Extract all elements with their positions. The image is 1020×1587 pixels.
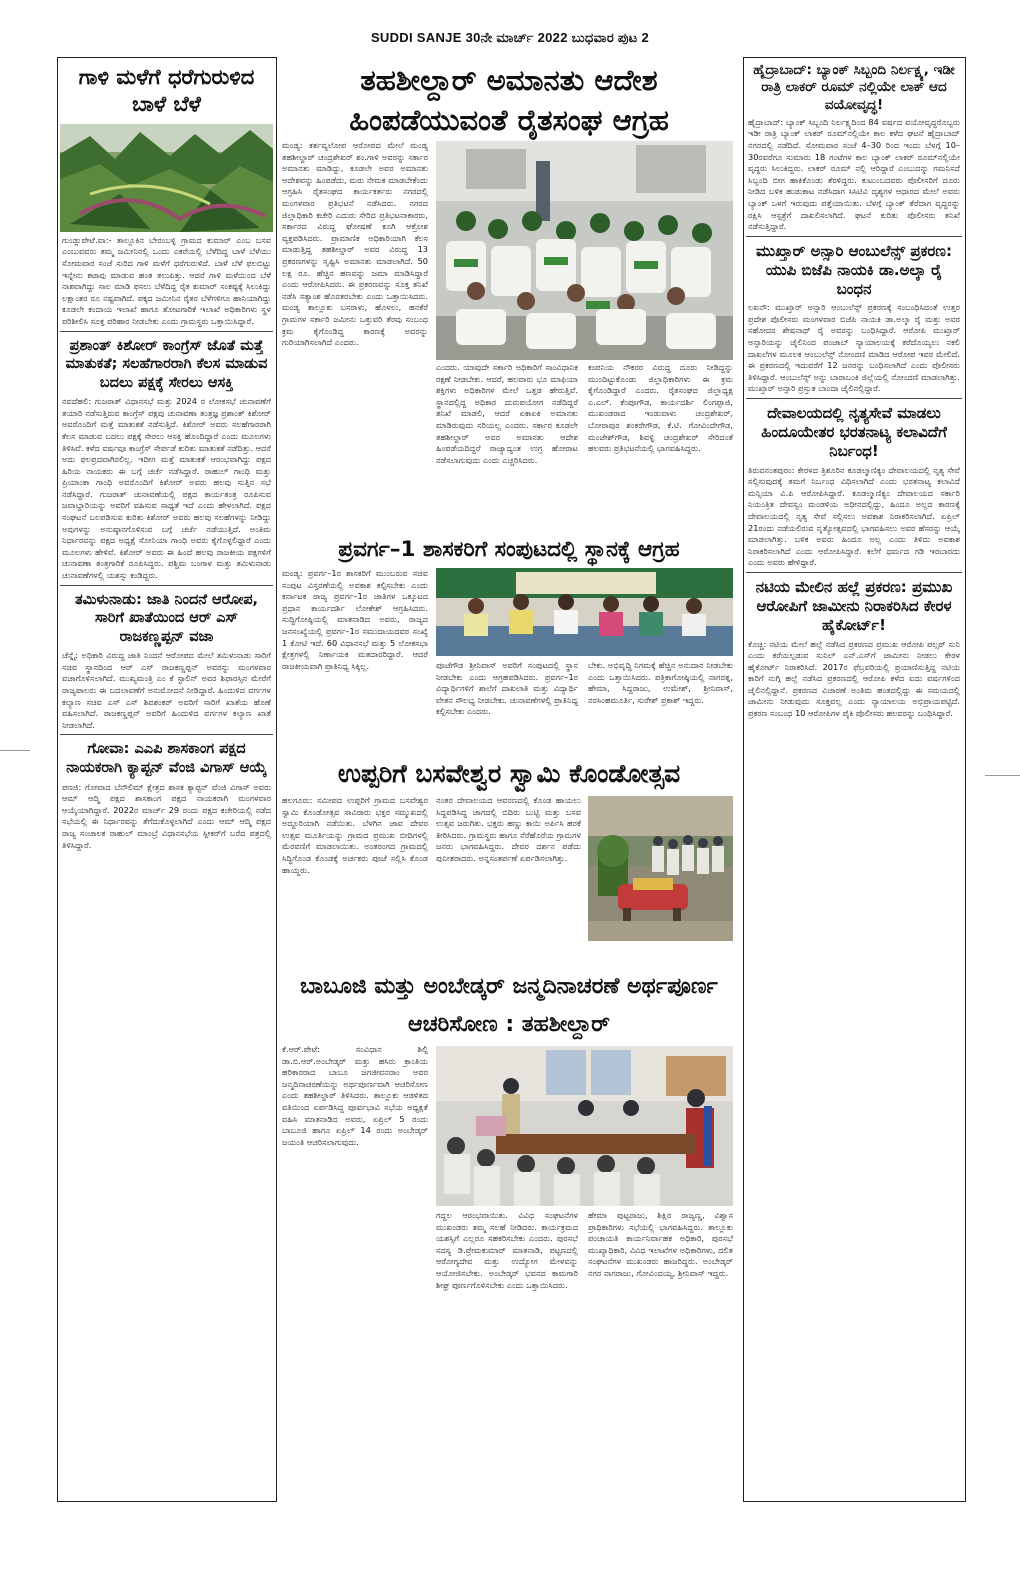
- body-hyderabad-bank: ಹೈದ್ರಾಬಾದ್: ಬ್ಯಾಂಕ್ ಸಿಬ್ಬಂದಿ ನಿರ್ಲಕ್ಷ್ಯದಿಂದ 84 ವರ್ಷದ ವಯೋವೃದ್ಧರೊಬ್ಬರು ಇಡೀ ರಾತ್ರಿ ಬ್ಯಾಂಕ್ ಲಾಕರ್ ರೂಮ್‌ನಲ್ಲಿಯೇ ಕಾಲ ಕಳೆದ ಘಟನೆ ಹೈದ್ರಾಬಾದ್ ನಗರದಲ್ಲಿ ನಡೆದಿದೆ. ಸೋಮವಾರ ಸಂಜೆ 4–30 ರಿಂದ ಇಂದು ಬೆಳಗ್ಗೆ 10–30ರವರೆಗೂ ಸುಮಾರು 18 ಗಂಟೆಗಳ ಕಾಲ ಬ್ಯಾಂಕ್ ಲಾಕರ್ ರೂಮ್‌ನಲ್ಲಿಯೇ ವೃದ್ಧರು ಸಿಲುಕಿದ್ದರು. ಲಾಕರ್ ರೂಮ್ ನಲ್ಲಿ ಆರಿದ್ದಾರೆ ಎಂಬುದನ್ನು ಗಮನಿಸದೆ ಸಿಬ್ಬಂದಿ ಬೀಗ ಹಾಕಿಕೊಂಡು ತೆರಳಿದ್ದರು. ಕುಟುಂಬದವರು ಪೊಲೀಸರಿಗೆ ದೂರು ನೀಡಿದ ಬಳಿಕ ಹುಡುಕಾಟ ನಡೆಸಿದಾಗ ಸಿಸಿಟಿವಿ ದೃಶ್ಯಗಳ ಆಧಾರದ ಮೇಲೆ ಅವರು ಬ್ಯಾಂಕ್ ಒಳಗೆ ಇರುವುದು ಪತ್ತೆಯಾಯಿತು. ಬೆಳಗ್ಗೆ ಬ್ಯಾಂಕ್ ತೆರೆದಾಗ ವೃದ್ಧರನ್ನು ರಕ್ಷಿಸಿ ಆಸ್ಪತ್ರೆಗೆ ದಾಖಲಿಸಲಾಗಿದೆ. ಘಟನೆ ಕುರಿತು ಪೊಲೀಸರು ತನಿಖೆ ನಡೆಸುತ್ತಿದ್ದಾರೆ.: [748, 116, 960, 232]
- body-babuji-col1: ಕೆ.ಆರ್.ಪೇಟೆ: ಸಂವಿಧಾನ ಶಿಲ್ಪಿ ಡಾ.ಬಿ.ಆರ್.ಅಂಬೇಡ್ಕರ್ ಮತ್ತು ಹಸಿರು ಕ್ರಾಂತಿಯ ಹರಿಕಾರರಾದ ಬಾಬೂ ಜಗಜೀವನರಾಂ ಅವರ ಜನ್ಮದಿನಾಚರಣೆಯನ್ನು ಅರ್ಥಪೂರ್ಣವಾಗಿ ಆಚರಿಸೋಣ ಎಂದು ತಹಶೀಲ್ದಾರ್ ತಿಳಿಸಿದರು. ತಾಲ್ಲೂಕು ಆಡಳಿತದ ವತಿಯಿಂದ ಏರ್ಪಡಿಸಿದ್ದ ಪೂರ್ವಭಾವಿ ಸಭೆಯ ಅಧ್ಯಕ್ಷತೆ ವಹಿಸಿ ಮಾತನಾಡಿದ ಅವರು, ಏಪ್ರಿಲ್ 5 ರಂದು ಬಾಬೂಜಿ ಹಾಗೂ ಏಪ್ರಿಲ್ 14 ರಂದು ಅಂಬೇಡ್ಕರ್ ಜಯಂತಿ ಆಚರಿಸಲಾಗುವುದು.: [282, 1044, 428, 1147]
- headline-basaveshwara-festival: ಉಪ್ಪರಿಗೆ ಬಸವೇಶ್ವರ ಸ್ವಾಮಿ ಕೊಂಡೋತ್ಸವ: [337, 759, 681, 788]
- page-edge-mark-left: [0, 750, 30, 751]
- body-pravarga-col1: ಮಂಡ್ಯ: ಪ್ರವರ್ಗ–1ರ ಶಾಸಕರಿಗೆ ಮುಂಬರುವ ಸಚಿವ ಸಂಪುಟ ವಿಸ್ತರಣೆಯಲ್ಲಿ ಅವಕಾಶ ಕಲ್ಪಿಸಬೇಕು ಎಂದು ಕರ್ನಾಟಕ ರಾಜ್ಯ ಪ್ರವರ್ಗ–1ರ ಜಾತಿಗಳ ಒಕ್ಕೂಟದ ಪ್ರಧಾನ ಕಾರ್ಯದರ್ಶಿ ಲೋಕೇಶ್ ಆಗ್ರಹಿಸಿದರು. ಸುದ್ದಿಗೋಷ್ಠಿಯಲ್ಲಿ ಮಾತನಾಡಿದ ಅವರು, ರಾಜ್ಯದ ಜನಸಂಖ್ಯೆಯಲ್ಲಿ ಪ್ರವರ್ಗ–1ರ ಸಮುದಾಯದವರ ಸಂಖ್ಯೆ 1 ಕೋಟಿ ಇದೆ. 60 ವಿಧಾನಸಭೆ ಮತ್ತು 5 ಲೋಕಸಭಾ ಕ್ಷೇತ್ರಗಳಲ್ಲಿ ನಿರ್ಣಾಯಕ ಮತದಾರರಿದ್ದಾರೆ. ಆದರೆ ರಾಜಕೀಯವಾಗಿ ಪ್ರಾತಿನಿಧ್ಯ ಸಿಕ್ಕಿಲ್ಲ.: [282, 568, 428, 671]
- right-column: [746, 60, 962, 1498]
- body-banana-crop: ಗುಂಡ್ಲುಪೇಟೆ.ವಾ:- ತಾಲ್ಲೂಕಿನ ಬೇರಂಬಳ್ಳಿ ಗ್ರಾಮದ ಕುಮಾರ್ ಎಂಬ ಬಸವ ಎಂಬುವವರು ತಮ್ಮ ಜಮೀನಿನಲ್ಲಿ ಒಂದು ಎಕರೆಯಲ್ಲಿ ಬೆಳೆದಿದ್ದ ಬಾಳೆ ಬೆಳೆಯು ಸೋಮವಾರ ಸಂಜೆ ಸುರಿದ ಗಾಳಿ ಮಳೆಗೆ ಧರೆಗುರುಳಿದೆ. ಬಾಳೆ ಬೆಳೆ ಫಲಬಿಟ್ಟು ಇನ್ನೇನು ಕಟಾವು ಮಾಡುವ ಹಂತ ತಲುಪಿತ್ತು. ಆದರೆ ಗಾಳಿ ಮಳೆಯಿಂದ ಬೆಳೆ ನಾಶವಾಗಿದ್ದು ಸಾಲ ಮಾಡಿ ಫಸಲು ಬೆಳೆದಿದ್ದ ರೈತ ಕುಮಾರ್ ಸಂಕಷ್ಟಕ್ಕೆ ಸಿಲುಕಿದ್ದು ಲಕ್ಷಾಂತರ ರೂ ನಷ್ಟವಾಗಿದೆ. ಪಕ್ಕದ ಜಮೀನಿನ ರೈತರ ಬೆಳೆಗಳಿಗೂ ಹಾನಿಯಾಗಿದ್ದು ಕೂಡಲೇ ಕಂದಾಯ ಇಲಾಖೆ ಹಾಗೂ ತೋಟಗಾರಿಕೆ ಇಲಾಖೆ ಅಧಿಕಾರಿಗಳು ಸ್ಥಳ ಪರಿಶೀಲಿಸಿ ಸೂಕ್ತ ಪರಿಹಾರ ನೀಡಬೇಕು ಎಂದು ಗ್ರಾಮಸ್ಥರು ಒತ್ತಾಯಿಸಿದ್ದಾರೆ.: [62, 234, 271, 326]
- b2-column-2: [436, 660, 578, 754]
- photo-banana-field: [60, 124, 273, 232]
- headline-actress-assault: ನಟಿಯ ಮೇಲಿನ ಹಲ್ಲೆ ಪ್ರಕರಣ: ಪ್ರಮುಖ ಆರೋಪಿಗೆ ಜಾಮೀನು ನಿರಾಕರಿಸಿದ ಕೇರಳ ಹೈಕೋರ್ಟ್!: [755, 577, 953, 635]
- headline-banana-crop: ಗಾಳಿ ಮಳೆಗೆ ಧರೆಗುರುಳಿದ ಬಾಳೆ ಬೆಳೆ: [78, 65, 255, 116]
- body-bharatanatyam: ತಿರುವನಂತಪುರಂ: ಕೇರಳದ ತ್ರಿಶೂರಿನ ಕೂಡಲ್ಮಾಣಿಕ್ಯಂ ದೇವಾಲಯದಲ್ಲಿ ನೃತ್ಯ ಸೇವೆ ಸಲ್ಲಿಸುವುದಕ್ಕೆ ತಮಗೆ ನಿರ್ಬಂಧ ವಿಧಿಸಲಾಗಿದೆ ಎಂದು ಭರತನಾಟ್ಯ ಕಲಾವಿದೆ ಮನ್ಸಿಯಾ ವಿ.ಪಿ ಆರೋಪಿಸಿದ್ದಾರೆ. ಕೂಡಲ್ಮಾಣಿಕ್ಯಂ ದೇವಾಲಯದ ಸರ್ಕಾರಿ ನಿಯಂತ್ರಿತ ದೇವಸ್ವಂ ಮಂಡಳಿಯ ಅಧೀನದಲ್ಲಿದ್ದು, ಹಿಂದೂ ಅಲ್ಲದ ಕಾರಣಕ್ಕೆ ದೇವಾಲಯದಲ್ಲಿ ನೃತ್ಯ ಸೇವೆ ಸಲ್ಲಿಸಲು ಅವಕಾಶ ನಿರಾಕರಿಸಲಾಗಿದೆ. ಏಪ್ರಿಲ್ 21ರಂದು ನಡೆಯಲಿರುವ ನೃತ್ಯೋತ್ಸವದಲ್ಲಿ ಭಾಗವಹಿಸಲು ಅವರ ಹೆಸರನ್ನು ಆಯ್ಕೆ ಮಾಡಲಾಗಿತ್ತು. ಬಳಿಕ ಅವರು ಹಿಂದೂ ಅಲ್ಲ ಎಂದು ತಿಳಿದು ಅವಕಾಶ ನಿರಾಕರಿಸಲಾಗಿದೆ ಎಂದು ಆರೋಪಿಸಿದ್ದಾರೆ. ಕಲೆಗೆ ಧರ್ಮದ ಗಡಿ ಇರಬಾರದು ಎಂದು ಅವರು ಹೇಳಿದ್ದಾರೆ.: [748, 464, 960, 568]
- b4-column-3: [588, 1210, 733, 1490]
- article-ansari-ambulance: [746, 240, 962, 395]
- headline-bharatanatyam: ದೇವಾಲಯದಲ್ಲಿ ನೃತ್ಯಸೇವೆ ಮಾಡಲು ಹಿಂದೂಯೇತರ ಭರತನಾಟ್ಯ ಕಲಾವಿದೆಗೆ ನಿರ್ಬಂಧ!: [761, 404, 947, 461]
- b4-column-1: [282, 1044, 428, 1489]
- b1-column-1: [282, 140, 428, 440]
- headline-goa-aap: ಗೋವಾ: ಎಎಪಿ ಶಾಸಕಾಂಗ ಪಕ್ಷದ ನಾಯಕರಾಗಿ ಕ್ಯಾಪ್ಟನ್ ವೆಂಜಿ ವಿಗಾಸ್ ಆಯ್ಕೆ: [66, 741, 267, 776]
- article-hyderabad-bank: [746, 60, 962, 233]
- article-banana-crop: [60, 60, 273, 328]
- separator: [60, 331, 273, 332]
- b1-column-1b: [282, 440, 428, 532]
- body-tahsildar-col2: ಎಂದರು. ಯಾವುದೇ ಸರ್ಕಾರಿ ಅಧಿಕಾರಿಗೆ ಸಾಂವಿಧಾನಿಕ ರಕ್ಷಣೆ ನೀಡಬೇಕು. ಆದರೆ, ಹಲವಾರು ಭೂ ಮಾಫಿಯಾ ಶಕ್ತಿಗಳು ಅಧಿಕಾರಿಗಳ ಮೇಲೆ ಒತ್ತಡ ಹೇರುತ್ತಿವೆ. ಸ್ಥಾನದಲ್ಲಿದ್ದ ಅಧಿಕಾರ ದುರುಪಯೋಗ ನಡೆದಿದ್ದರೆ ತನಿಖೆ ಮಾಡಲಿ, ಆದರೆ ಏಕಾಏಕಿ ಅಮಾನತು ಮಾಡಿರುವುದು ಸರಿಯಲ್ಲ ಎಂದರು. ಸರ್ಕಾರ ಕೂಡಲೇ ತಹಶೀಲ್ದಾರ್ ಅವರ ಅಮಾನತು ಆದೇಶ ಹಿಂಪಡೆಯದಿದ್ದರೆ ರಾಜ್ಯಾದ್ಯಂತ ಉಗ್ರ ಹೋರಾಟ ನಡೆಸಲಾಗುವುದು ಎಂದು ಎಚ್ಚರಿಸಿದರು.: [436, 362, 578, 465]
- separator: [60, 585, 273, 586]
- article-tamilnadu: [60, 589, 273, 732]
- article-goa-aap: [60, 738, 273, 851]
- body-actress-assault: ಕೊಚ್ಚಿ: ನಟಿಯ ಮೇಲೆ ಹಲ್ಲೆ ನಡೆಸಿದ ಪ್ರಕರಣದ ಪ್ರಮುಖ ಆರೋಪಿ ಪಲ್ಸರ್ ಸುನಿ ಎಂದು ಕರೆಯಲ್ಪಡುವ ಸುನಿಲ್ ಎನ್‌.ಎಸ್‌ಗೆ ಜಾಮೀನು ನೀಡಲು ಕೇರಳ ಹೈಕೋರ್ಟ್ ನಿರಾಕರಿಸಿದೆ. 2017ರ ಫೆಬ್ರವರಿಯಲ್ಲಿ ಪ್ರಯಾಣಿಸುತ್ತಿದ್ದ ನಟಿಯ ಕಾರಿಗೆ ನುಗ್ಗಿ ಹಲ್ಲೆ ನಡೆಸಿದ ಪ್ರಕರಣದಲ್ಲಿ ಆರೋಪಿ ಕಳೆದ ಐದು ವರ್ಷಗಳಿಂದ ಜೈಲಿನಲ್ಲಿದ್ದಾನೆ. ಪ್ರಕರಣದ ವಿಚಾರಣೆ ಅಂತಿಮ ಹಂತದಲ್ಲಿದ್ದು ಈ ಸಮಯದಲ್ಲಿ ಜಾಮೀನು ನೀಡುವುದು ಸೂಕ್ತವಲ್ಲ ಎಂದು ನ್ಯಾಯಾಲಯ ಅಭಿಪ್ರಾಯಪಟ್ಟಿದೆ. ಪ್ರಕರಣ ಸಂಬಂಧ 10 ಆರೋಪಿಗಳ ಪೈಕಿ ಪೊಲೀಸರು ಹಲವರನ್ನು ಬಂಧಿಸಿದ್ದಾರೆ.: [748, 638, 960, 719]
- article-actress-assault: [746, 576, 962, 720]
- b3-column-2: [436, 795, 581, 965]
- article-bharatanatyam: [746, 402, 962, 569]
- body-pravarga-col2: ಪೂಜೆಗೌಡ ಶ್ರೀನಿವಾಸ್ ಅವರಿಗೆ ಸಂಪುಟದಲ್ಲಿ ಸ್ಥಾನ ನೀಡಬೇಕು ಎಂದು ಆಗ್ರಹಪಡಿಸಿದರು. ಪ್ರವರ್ಗ–1ರ ವಿದ್ಯಾರ್ಥಿಗಳಿಗೆ ಶಾಲೆಗೆ ದಾಖಲಾತಿ ಮತ್ತು ವಿದ್ಯಾರ್ಥಿ ವೇತನ ಸೌಲಭ್ಯ ನೀಡಬೇಕು. ಚುನಾವಣೆಗಳಲ್ಲಿ ಪ್ರಾತಿನಿಧ್ಯ ಕಲ್ಪಿಸಬೇಕು ಎಂದರು.: [436, 660, 578, 717]
- body-ansari-ambulance: ಲಖನೌ: ಮುಖ್ತಾರ್ ಅನ್ಸಾರಿ ಆಂಬುಲೆನ್ಸ್ ಪ್ರಕರಣಕ್ಕೆ ಸಂಬಂಧಿಸಿದಂತೆ ಉತ್ತರ ಪ್ರದೇಶ ಪೊಲೀಸರು ಮಂಗಳವಾರ ಬಿಜೆಪಿ ನಾಯಕಿ ಡಾ.ಅಲ್ಕಾ ರೈ ಮತ್ತು ಅವರ ಸಹೋದರ ಶೇಷನಾಥ್ ರೈ ಅವರನ್ನು ಬಂಧಿಸಿದ್ದಾರೆ. ಆರೋಪಿ ಮುಖ್ತಾರ್ ಅನ್ಸಾರಿಯನ್ನು ಜೈಲಿನಿಂದ ಪಂಜಾಬ್ ನ್ಯಾಯಾಲಯಕ್ಕೆ ಕರೆದೊಯ್ಯಲು ನಕಲಿ ದಾಖಲೆಗಳ ಮೂಲಕ ಆಂಬುಲೆನ್ಸ್ ನೋಂದಣಿ ಮಾಡಿದ ಆರೋಪ ಇವರ ಮೇಲಿದೆ. ಈ ಪ್ರಕರಣದಲ್ಲಿ ಇದುವರೆಗೆ 12 ಜನರನ್ನು ಬಂಧಿಸಲಾಗಿದೆ ಎಂದು ಪೊಲೀಸರು ತಿಳಿಸಿದ್ದಾರೆ. ಆಂಬುಲೆನ್ಸ್ ಅನ್ನು ಬಾರಾಬಂಕಿ ಜಿಲ್ಲೆಯಲ್ಲಿ ನೋಂದಣಿ ಮಾಡಲಾಗಿತ್ತು. ಮುಖ್ತಾರ್ ಅನ್ಸಾರಿ ಪ್ರಸ್ತುತ ಬಾಂದಾ ಜೈಲಿನಲ್ಲಿದ್ದಾರೆ.: [748, 302, 960, 394]
- headline-babuji-ambedkar: ಬಾಬೂಜಿ ಮತ್ತು ಅಂಬೇಡ್ಕರ್ ಜನ್ಮದಿನಾಚರಣೆ ಅರ್ಥಪೂರ್ಣ ಆಚರಿಸೋಣ : ತಹಶೀಲ್ದಾರ್: [300, 974, 718, 1037]
- headline-tamilnadu: ತಮಿಳುನಾಡು: ಜಾತಿ ನಿಂದನೆ ಆರೋಪ, ಸಾರಿಗೆ ಖಾತೆಯಿಂದ ಆರ್ ಎಸ್ ರಾಜಕಣ್ಣಪ್ಪನ್ ವಜಾ: [74, 591, 259, 645]
- body-tahsildar-col3: ಕಂಪನಿಯ ನೌಕರರ ವಿರುದ್ಧ ದೂರು ನೀಡಿದ್ದನ್ನು ಮುಂದಿಟ್ಟುಕೊಂಡು ಜಿಲ್ಲಾಧಿಕಾರಿಗಳು ಈ ಕ್ರಮ ಕೈಗೊಂಡಿದ್ದಾರೆ ಎಂದರು. ರೈತಸಂಘದ ಜಿಲ್ಲಾಧ್ಯಕ್ಷ ಎ.ಎಲ್. ಕೆಂಪೂಗೌಡ, ಕಾರ್ಯದರ್ಶಿ ಲಿಂಗಪ್ಪಾಜಿ, ಮುಖಂಡರಾದ ಇಂಡುವಾಳು ಚಂದ್ರಶೇಖರ್, ಬೋರಾಪುರ ಶಂಕರೇಗೌಡ, ಕೆ.ಟಿ. ಗೋವಿಂದೇಗೌಡ, ಮಂಜೇಶ್‌ಗೌಡ, ಶಿವಳ್ಳಿ ಚಂದ್ರಶೇಖರ್ ಸೇರಿದಂತೆ ಹಲವರು ಪ್ರತಿಭಟನೆಯಲ್ಲಿ ಭಾಗವಹಿಸಿದ್ದರು.: [588, 362, 733, 454]
- b1-column-3: [588, 362, 733, 532]
- b3-column-1: [282, 795, 428, 965]
- body-tamilnadu: ಚೆನ್ನೈ: ಅಧಿಕಾರಿ ವಿರುದ್ಧ ಜಾತಿ ನಿಂದನೆ ಆರೋಪದ ಮೇಲೆ ತಮಿಳುನಾಡು ಸಾರಿಗೆ ಸಚಿವ ಸ್ಥಾನದಿಂದ ಆರ್ ಎಸ್ ರಾಜಕಣ್ಣಪ್ಪನ್ ಅವರನ್ನು ಮಂಗಳವಾರ ವಜಾಗೊಳಿಸಲಾಗಿದೆ. ಮುಖ್ಯಮಂತ್ರಿ ಎಂ ಕೆ ಸ್ಟಾಲಿನ್ ಅವರ ಶಿಫಾರಸ್ಸಿನ ಮೇರೆಗೆ ರಾಜ್ಯಪಾಲರು ಈ ಬದಲಾವಣೆಗೆ ಅನುಮೋದನೆ ನೀಡಿದ್ದಾರೆ. ಹಿಂದುಳಿದ ವರ್ಗಗಳ ಕಲ್ಯಾಣ ಸಚಿವ ಎಸ್ ಎಸ್ ಶಿವಶಂಕರ್ ಅವರಿಗೆ ಸಾರಿಗೆ ಖಾತೆಯ ಹೊಣೆ ವಹಿಸಲಾಗಿದೆ. ರಾಜಕಣ್ಣಪ್ಪನ್ ಅವರಿಗೆ ಹಿಂದುಳಿದ ವರ್ಗಗಳ ಕಲ್ಯಾಣ ಖಾತೆ ನೀಡಲಾಗಿದೆ.: [62, 650, 271, 730]
- photo-farmers-protest: [436, 141, 733, 360]
- photo-press-meet: [436, 568, 733, 656]
- left-column: [60, 60, 273, 1498]
- b2-column-3: [588, 660, 733, 754]
- separator: [746, 572, 962, 573]
- body-basaveshwara-col2: ನಂತರ ದೇವಾಲಯದ ಆವರಣದಲ್ಲಿ ಕೊಂಡ ಹಾಯಲು ಸಿದ್ಧಪಡಿಸಿದ್ದ ಜಾಗದಲ್ಲಿ ಬಿದಿರು ಬುಟ್ಟಿ ಮತ್ತು ಬಸವ ಉತ್ಸವ ಜರುಗಿತು. ಭಕ್ತರು ಹಣ್ಣು ಕಾಯಿ ಅರ್ಪಿಸಿ ಹರಕೆ ತೀರಿಸಿದರು. ಗ್ರಾಮಸ್ಥರು ಹಾಗೂ ನೆರೆಹೊರೆಯ ಗ್ರಾಮಗಳ ಜನರು ಭಾಗವಹಿಸಿದ್ದರು. ದೇವರ ದರ್ಶನ ಪಡೆದು ಪುನೀತರಾದರು. ಅನ್ನಸಂತರ್ಪಣೆ ಏರ್ಪಡಿಸಲಾಗಿತ್ತು.: [436, 795, 581, 863]
- headline-tahsildar-suspension: ತಹಶೀಲ್ದಾರ್ ಅಮಾನತು ಆದೇಶ ಹಿಂಪಡೆಯುವಂತೆ ರೈತಸಂಘ ಆಗ್ರಹ: [349, 63, 669, 137]
- photo-meeting-hall: [436, 1046, 733, 1206]
- article-prashant-kishor: [60, 335, 273, 582]
- separator: [746, 398, 962, 399]
- headline-ansari-ambulance: ಮುಖ್ತಾರ್ ಅನ್ಸಾರಿ ಆಂಬುಲೆನ್ಸ್ ಪ್ರಕರಣ: ಯುಪಿ ಬಿಜೆಪಿ ನಾಯಕಿ ಡಾ.ಅಲ್ಕಾ ರೈ ಬಂಧನ: [756, 241, 952, 299]
- separator: [60, 734, 273, 735]
- masthead: SUDDI SANJE 30ನೇ ಮಾರ್ಚ್ 2022 ಬುಧವಾರ ಪುಟ 2: [370, 30, 650, 45]
- b2-column-1: [282, 568, 428, 753]
- separator: [746, 236, 962, 237]
- body-basaveshwara-col1: ಹಲಗೂರು: ಸಮೀಪದ ಉಪ್ಪರಿಗೆ ಗ್ರಾಮದ ಬಸವೇಶ್ವರ ಸ್ವಾಮಿ ಕೊಂಡೋತ್ಸವ ಸಾವಿರಾರು ಭಕ್ತರ ಸಮ್ಮುಖದಲ್ಲಿ ಅದ್ದೂರಿಯಾಗಿ ನಡೆಯಿತು. ಬೆಳಗಿನ ಜಾವ ದೇವರ ಉತ್ಸವ ಮೂರ್ತಿಯನ್ನು ಗ್ರಾಮದ ಪ್ರಮುಖ ಬೀದಿಗಳಲ್ಲಿ ಮೆರವಣಿಗೆ ಮಾಡಲಾಯಿತು. ಅಂತರಂಗದ ಗ್ರಾಮದಲ್ಲಿ ಸಿದ್ಧಿಗೊಂಡ ಕೊಂಡಕ್ಕೆ ಅರ್ಚಕರು ಪೂಜೆ ಸಲ್ಲಿಸಿ ಕೊಂಡ ಹಾಯ್ದರು.: [282, 795, 428, 875]
- headline-prashant-kishor: ಪ್ರಶಾಂತ್ ಕಿಶೋರ್ ಕಾಂಗ್ರೆಸ್ ಜೊತೆ ಮತ್ತೆ ಮಾತುಕತೆ; ಸಲಹೆಗಾರರಾಗಿ ಕೆಲಸ ಮಾಡುವ ಬದಲು ಪಕ್ಷಕ್ಕೆ ಸೇರಲು ಆಸಕ್ತಿ: [65, 337, 268, 391]
- b4-column-2: [436, 1210, 578, 1490]
- body-tahsildar-col1: ಮಂಡ್ಯ: ಕರ್ತವ್ಯಲೋಪ ಆರೋಪದ ಮೇಲೆ ಮಂಡ್ಯ ತಹಶೀಲ್ದಾರ್ ಚಂದ್ರಶೇಖರ್ ಶಂ.ಗಾಳಿ ಅವರನ್ನು ಸರ್ಕಾರ ಅಮಾನತು ಮಾಡಿದ್ದು, ಕೂಡಲೇ ಅವರ ಅಮಾನತು ಆದೇಶವನ್ನು ಹಿಂಪಡೆದು, ಮರು ನೇಮಕ ಮಾಡಬೇಕೆಂದು ಆಗ್ರಹಿಸಿ ರೈತಸಂಘದ ಕಾರ್ಯಕರ್ತರು ನಗರದಲ್ಲಿ ಮಂಗಳವಾರ ಪ್ರತಿಭಟನೆ ನಡೆಸಿದರು. ನಗರದ ಜಿಲ್ಲಾಧಿಕಾರಿ ಕಚೇರಿ ಎದುರು ಸೇರಿದ ಪ್ರತಿಭಟನಾಕಾರರು, ಸರ್ಕಾರದ ವಿರುದ್ಧ ಘೋಷಣೆ ಕೂಗಿ ಆಕ್ರೋಶ ವ್ಯಕ್ತಪಡಿಸಿದರು. ಪ್ರಾಮಾಣಿಕ ಅಧಿಕಾರಿಯಾಗಿ ಕೆಲಸ ಮಾಡುತ್ತಿದ್ದ ತಹಶೀಲ್ದಾರ್ ಅವರ ವಿರುದ್ಧ 13 ಪ್ರಕರಣಗಳನ್ನು ಸೃಷ್ಟಿಸಿ ಅಮಾನತು ಮಾಡಲಾಗಿದೆ. 50 ಲಕ್ಷ ರೂ. ಹೆಚ್ಚಿನ ಹಣವನ್ನು ಜಮಾ ಮಾಡಿಸಿದ್ದಾರೆ ಎಂದು ಆರೋಪಿಸಿದರು. ಈ ಪ್ರಕರಣವನ್ನು ಸೂಕ್ತ ತನಿಖೆ ನಡೆಸಿ ಸತ್ಯಾಂಶ ಹೊರತರಬೇಕು ಎಂದು ಒತ್ತಾಯಿಸಿದರು. ಮಂಡ್ಯ ತಾಲ್ಲೂಕು ಬಸರಾಳು, ಹೊಳಲು, ಹನಕೆರೆ ಗ್ರಾಮಗಳ ಸರ್ಕಾರಿ ಜಮೀನು ಒತ್ತುವರಿ ತೆರವು ಸಂಬಂಧ ಕ್ರಮ ಕೈಗೊಂಡಿದ್ದ ಕಾರಣಕ್ಕೆ ಅವರನ್ನು ಗುರಿಯಾಗಿಸಲಾಗಿದೆ ಎಂದರು.: [282, 140, 428, 348]
- headline-pravarga-cabinet: ಪ್ರವರ್ಗ–1 ಶಾಸಕರಿಗೆ ಸಂಪುಟದಲ್ಲಿ ಸ್ಥಾನಕ್ಕೆ ಆಗ್ರಹ: [338, 537, 680, 562]
- photo-temple-procession: [588, 796, 733, 941]
- b1-column-2: [436, 362, 578, 532]
- page-edge-mark-right: [985, 775, 1020, 776]
- body-pravarga-col3: ಬೇಕು. ಅಭಿವೃದ್ಧಿ ನಿಗಮಕ್ಕೆ ಹೆಚ್ಚಿನ ಅನುದಾನ ನೀಡಬೇಕು ಎಂದು ಒತ್ತಾಯಿಸಿದರು. ಪತ್ರಿಕಾಗೋಷ್ಠಿಯಲ್ಲಿ ನಾಗರತ್ನ, ಹೇಮಾ, ಸಿದ್ದರಾಜು, ಉಮೇಶ್, ಶ್ರೀನಿವಾಸ್, ನರಸಿಂಹಮೂರ್ತಿ, ಸುರೇಶ್ ಪ್ರಕಾಶ್ ಇದ್ದರು.: [588, 660, 733, 705]
- body-prashant-kishor: ನವದೆಹಲಿ: ಗುಜರಾತ್ ವಿಧಾನಸಭೆ ಮತ್ತು 2024 ರ ಲೋಕಸಭೆ ಚುನಾವಣೆಗೆ ತಯಾರಿ ನಡೆಸುತ್ತಿರುವ ಕಾಂಗ್ರೆಸ್ ಪಕ್ಷವು ಚುನಾವಣಾ ತಂತ್ರಜ್ಞ ಪ್ರಶಾಂತ್ ಕಿಶೋರ್ ಅವರೊಂದಿಗೆ ಮತ್ತೆ ಮಾತುಕತೆ ನಡೆಸುತ್ತಿದೆ. ಕಿಶೋರ್ ಅವರು ಸಲಹೆಗಾರರಾಗಿ ಕೆಲಸ ಮಾಡುವ ಬದಲು ಪಕ್ಷಕ್ಕೆ ಸೇರಲು ಆಸಕ್ತಿ ಹೊಂದಿದ್ದಾರೆ ಎಂದು ಮೂಲಗಳು ತಿಳಿಸಿವೆ. ಕಳೆದ ವರ್ಷವೂ ಕಾಂಗ್ರೆಸ್ ಸೇರ್ಪಡೆ ಕುರಿತು ಮಾತುಕತೆ ನಡೆದಿತ್ತು. ಆದರೆ ಅದು ಫಲಪ್ರದವಾಗಿರಲಿಲ್ಲ. ಇದೀಗ ಮತ್ತೆ ಮಾತುಕತೆ ಆರಂಭವಾಗಿದ್ದು ಪಕ್ಷದ ಹಿರಿಯ ನಾಯಕರು ಈ ಬಗ್ಗೆ ಚರ್ಚೆ ನಡೆಸಿದ್ದಾರೆ. ರಾಹುಲ್ ಗಾಂಧಿ ಮತ್ತು ಪ್ರಿಯಾಂಕಾ ಗಾಂಧಿ ಅವರೊಂದಿಗೆ ಕಿಶೋರ್ ಅವರು ಹಲವು ಸುತ್ತಿನ ಸಭೆ ನಡೆಸಿದ್ದಾರೆ. ಗುಜರಾತ್ ಚುನಾವಣೆಯಲ್ಲಿ ಪಕ್ಷದ ಕಾರ್ಯತಂತ್ರ ರೂಪಿಸುವ ಜವಾಬ್ದಾರಿಯನ್ನು ಅವರಿಗೆ ವಹಿಸುವ ಸಾಧ್ಯತೆ ಇದೆ ಎಂದು ಹೇಳಲಾಗಿದೆ. ಪಕ್ಷದ ಸಂಘಟನೆ ಬಲಪಡಿಸುವ ಕುರಿತು ಕಿಶೋರ್ ಅವರು ಹಲವು ಸಲಹೆಗಳನ್ನು ನೀಡಿದ್ದು ಅವುಗಳನ್ನು ಅನುಷ್ಠಾನಗೊಳಿಸುವ ಬಗ್ಗೆ ಚರ್ಚೆ ನಡೆಯುತ್ತಿದೆ. ಅಂತಿಮ ನಿರ್ಧಾರವನ್ನು ಪಕ್ಷದ ಅಧ್ಯಕ್ಷೆ ಸೋನಿಯಾ ಗಾಂಧಿ ಅವರು ಕೈಗೊಳ್ಳಲಿದ್ದಾರೆ ಎಂದು ಮೂಲಗಳು ಹೇಳಿವೆ. ಕಿಶೋರ್ ಅವರು ಈ ಹಿಂದೆ ಹಲವು ರಾಜಕೀಯ ಪಕ್ಷಗಳಿಗೆ ಚುನಾವಣಾ ತಂತ್ರಗಾರಿಕೆ ರೂಪಿಸಿದ್ದರು. ಪಶ್ಚಿಮ ಬಂಗಾಳ ಮತ್ತು ತಮಿಳುನಾಡು ಚುನಾವಣೆಗಳಲ್ಲಿ ಯಶಸ್ಸು ಕಂಡಿದ್ದರು.: [62, 396, 271, 581]
- body-goa-aap: ಪಣಜಿ: ಗೋವಾದ ಬೆನೌಲಿಮ್ ಕ್ಷೇತ್ರದ ಶಾಸಕ ಕ್ಯಾಪ್ಟನ್ ವೆಂಜಿ ವಿಗಾಸ್ ಅವರು ಆಮ್ ಆದ್ಮಿ ಪಕ್ಷದ ಶಾಸಕಾಂಗ ಪಕ್ಷದ ನಾಯಕರಾಗಿ ಮಂಗಳವಾರ ಆಯ್ಕೆಯಾಗಿದ್ದಾರೆ. 2022ರ ಮಾರ್ಚ್ 29 ರಂದು ಪಕ್ಷದ ಕಚೇರಿಯಲ್ಲಿ ನಡೆದ ಸಭೆಯಲ್ಲಿ ಈ ನಿರ್ಧಾರವನ್ನು ತೆಗೆದುಕೊಳ್ಳಲಾಗಿದೆ ಎಂದು ಆಮ್ ಆದ್ಮಿ ಪಕ್ಷದ ರಾಜ್ಯ ಸಂಚಾಲಕ ರಾಹುಲ್ ಮಾಂಬ್ರೆ ವಿಧಾನಸಭೆಯ ಸ್ಪೀಕರ್‌ಗೆ ಬರೆದ ಪತ್ರದಲ್ಲಿ ತಿಳಿಸಿದ್ದಾರೆ.: [62, 781, 271, 850]
- body-babuji-col2: ಗದ್ದಲ ಆರಂಭವಾಯಿತು. ವಿವಿಧ ಸಂಘಟನೆಗಳ ಮುಖಂಡರು ತಮ್ಮ ಸಲಹೆ ನೀಡಿದರು. ಕಾರ್ಯಕ್ರಮದ ಯಶಸ್ಸಿಗೆ ಎಲ್ಲರೂ ಸಹಕರಿಸಬೇಕು ಎಂದರು. ಪುರಸಭೆ ಸದಸ್ಯ ಡಿ.ಪ್ರೇಮಕುಮಾರ್ ಮಾತನಾಡಿ, ಪಟ್ಟಣದಲ್ಲಿ ಆರೋಗ್ಯದೇವ ಮತ್ತು ಉದ್ಯೋಗ ಮೇಳವನ್ನು ಆಯೋಜಿಸಬೇಕು. ಅಂಬೇಡ್ಕರ್ ಭವನದ ಕಾಮಗಾರಿ ಶೀಘ್ರ ಪೂರ್ಣಗೊಳಿಸಬೇಕು ಎಂದು ಒತ್ತಾಯಿಸಿದರು.: [436, 1210, 578, 1290]
- headline-hyderabad-bank: ಹೈದ್ರಾಬಾದ್: ಬ್ಯಾಂಕ್ ಸಿಬ್ಬಂದಿ ನಿರ್ಲಕ್ಷ್ಯ, ಇಡೀ ರಾತ್ರಿ ಲಾಕರ್ ರೂಮ್ ನಲ್ಲಿಯೇ ಲಾಕ್ ಆದ ವಯೋವೃದ್ಧ!: [753, 62, 955, 113]
- body-babuji-col3: ಹೇಮಾ ಪುಟ್ಟರಾಜು, ಶಿಕ್ಷಿರ ರಾಜ್ಯಣ್ಣ, ವಿಶ್ವಾಸ ಪ್ರಾಧಿಕಾರಿಗಳು ಸಭೆಯಲ್ಲಿ ಭಾಗವಹಿಸಿದ್ದರು. ತಾಲ್ಲೂಕು ಪಂಚಾಯತಿ ಕಾರ್ಯನಿರ್ವಾಹಕ ಅಧಿಕಾರಿ, ಪುರಸಭೆ ಮುಖ್ಯಾಧಿಕಾರಿ, ವಿವಿಧ ಇಲಾಖೆಗಳ ಅಧಿಕಾರಿಗಳು, ದಲಿತ ಸಂಘಟನೆಗಳ ಮುಖಂಡರು ಹಾಜರಿದ್ದರು. ಅಂಬೇಡ್ಕರ್ ನಗರ ನಾಗರಾಜು, ಗೋವಿಂದಯ್ಯ, ಶ್ರೀನಿವಾಸ್ ಇದ್ದರು.: [588, 1210, 733, 1278]
